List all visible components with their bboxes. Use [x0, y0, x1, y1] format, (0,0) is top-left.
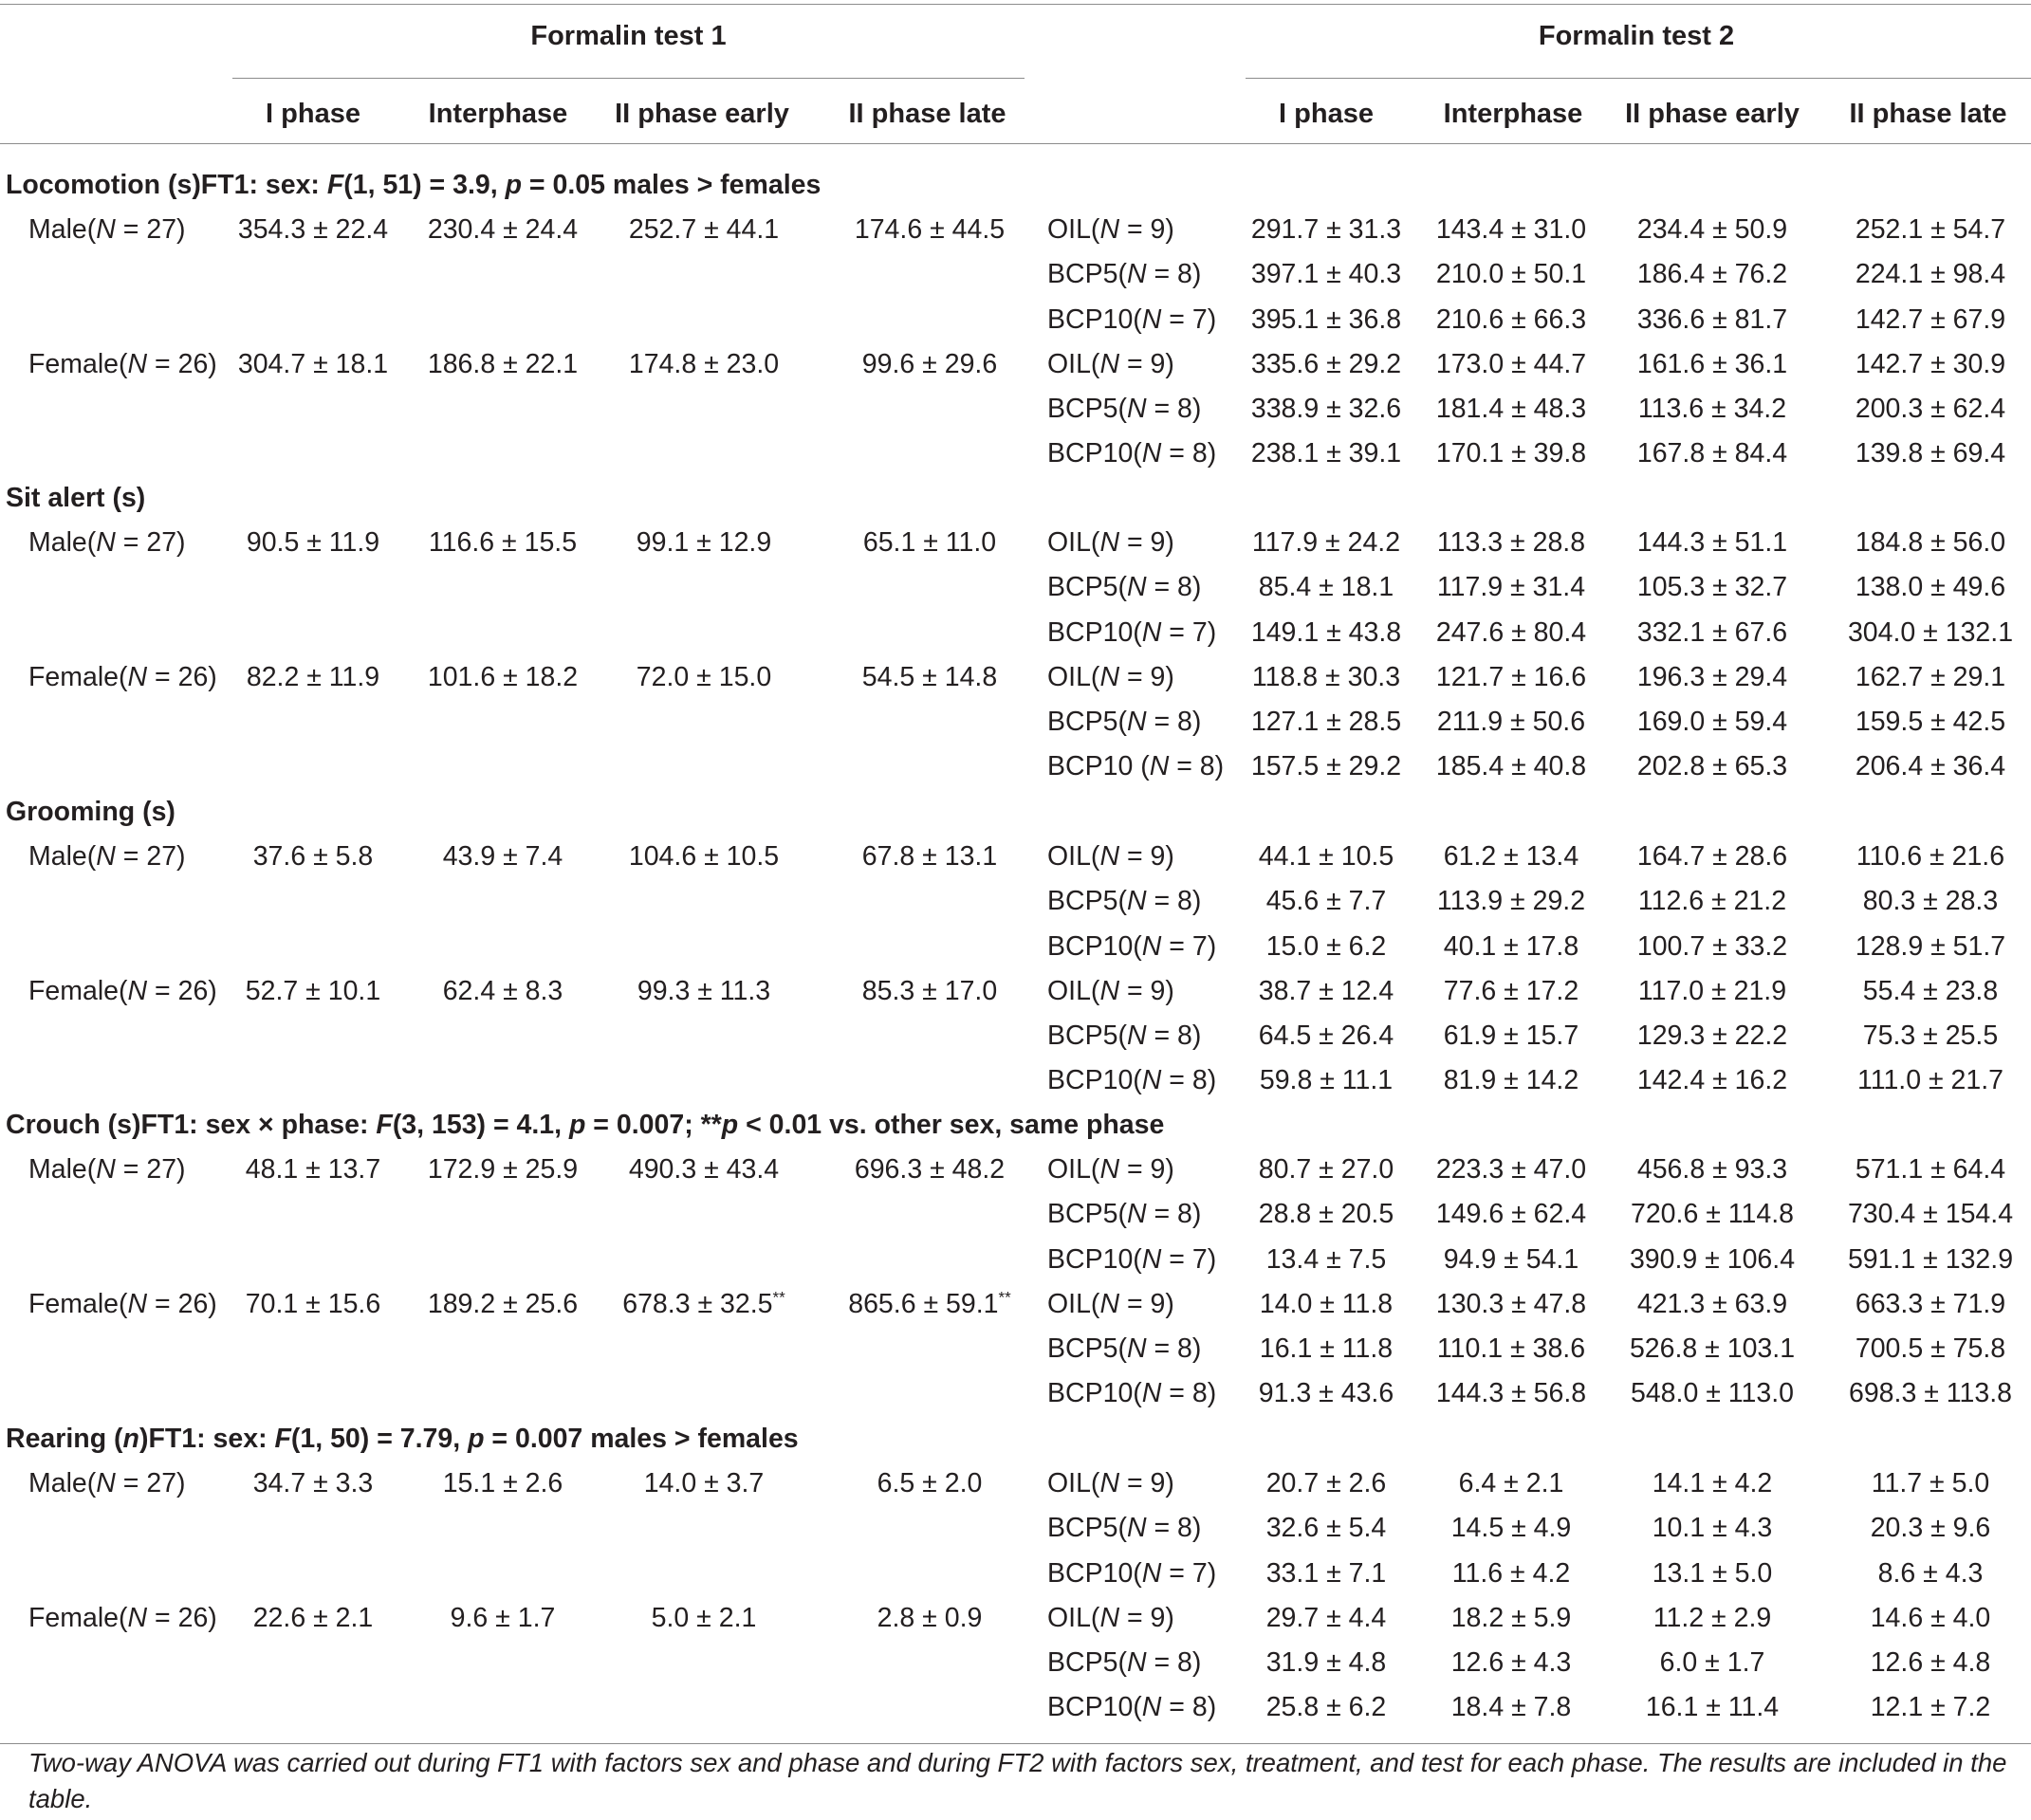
ft1-value-cell: 189.2 ± 25.6 [427, 1288, 579, 1319]
ft2-value-cell: 128.9 ± 51.7 [1855, 930, 2006, 962]
ft2-value-cell: 81.9 ± 14.2 [1443, 1065, 1579, 1096]
ft2-value-cell: 149.1 ± 43.8 [1250, 616, 1402, 648]
ft1-value-cell: 186.8 ± 22.1 [427, 348, 579, 379]
ft2-value-cell: 730.4 ± 154.4 [1847, 1199, 2014, 1230]
ft1-value-cell: 72.0 ± 15.0 [636, 661, 772, 692]
treatment-label: OIL(N = 9) [1047, 841, 1174, 873]
treatment-label: BCP5(N = 8) [1047, 1199, 1202, 1230]
ft2-value-cell: 12.6 ± 4.3 [1450, 1647, 1572, 1678]
sex-label: Male(N = 27) [28, 1154, 186, 1186]
ft2-value-cell: 25.8 ± 6.2 [1265, 1692, 1387, 1723]
ft1-value-cell: 14.0 ± 3.7 [643, 1468, 765, 1499]
treatment-label: BCP10(N = 7) [1047, 1557, 1217, 1589]
ft2-value-cell: 304.0 ± 132.1 [1847, 616, 2014, 648]
col-header-ft1-ii-late: II phase late [848, 99, 1006, 129]
treatment-label: BCP10(N = 7) [1047, 930, 1217, 962]
ft1-value-cell: 696.3 ± 48.2 [854, 1154, 1006, 1186]
ft2-value-cell: 548.0 ± 113.0 [1630, 1378, 1794, 1409]
ft2-value-cell: 8.6 ± 4.3 [1877, 1557, 1984, 1589]
sex-label: Female(N = 26) [28, 1288, 217, 1319]
ft2-value-cell: 13.4 ± 7.5 [1265, 1243, 1387, 1275]
ft2-value-cell: 38.7 ± 12.4 [1258, 975, 1394, 1006]
ft2-value-cell: 234.4 ± 50.9 [1636, 214, 1788, 246]
ft2-value-cell: 18.4 ± 7.8 [1450, 1692, 1572, 1723]
ft2-value-cell: 32.6 ± 5.4 [1265, 1513, 1387, 1544]
col-header-ft1-i-phase: I phase [266, 99, 360, 129]
section-title: Sit alert (s) [6, 483, 146, 513]
ft1-value-cell: 62.4 ± 8.3 [442, 975, 563, 1006]
treatment-label: BCP5(N = 8) [1047, 259, 1202, 290]
top-rule [0, 4, 2031, 5]
ft2-value-cell: 18.2 ± 5.9 [1450, 1602, 1572, 1633]
ft2-value-cell: 162.7 ± 29.1 [1855, 661, 2006, 692]
treatment-label: OIL(N = 9) [1047, 1602, 1174, 1633]
group-header-ft1: Formalin test 1 [530, 21, 727, 51]
section-title: Locomotion (s)FT1: sex: F(1, 51) = 3.9, p = 0.05 males > females [6, 170, 822, 200]
treatment-label: OIL(N = 9) [1047, 348, 1174, 379]
ft2-value-cell: 121.7 ± 16.6 [1435, 661, 1587, 692]
ft2-value-cell: 247.6 ± 80.4 [1435, 616, 1587, 648]
ft2-value-cell: 202.8 ± 65.3 [1636, 751, 1788, 782]
ft2-value-cell: 6.0 ± 1.7 [1659, 1647, 1765, 1678]
ft1-value-cell: 85.3 ± 17.0 [861, 975, 998, 1006]
ft2-value-cell: 45.6 ± 7.7 [1265, 886, 1387, 917]
ft2-value-cell: 14.0 ± 11.8 [1259, 1288, 1394, 1319]
ft2-value-cell: 181.4 ± 48.3 [1435, 394, 1587, 424]
treatment-label: BCP10(N = 7) [1047, 1243, 1217, 1275]
ft2-value-cell: 64.5 ± 26.4 [1258, 1020, 1394, 1051]
ft2-value-cell: 338.9 ± 32.6 [1250, 394, 1402, 424]
treatment-label: OIL(N = 9) [1047, 1468, 1174, 1499]
treatment-label: BCP5(N = 8) [1047, 1020, 1202, 1051]
ft2-value-cell: 94.9 ± 54.1 [1443, 1243, 1579, 1275]
ft2-value-cell: 252.1 ± 54.7 [1855, 214, 2006, 246]
ft2-value-cell: 29.7 ± 4.4 [1265, 1602, 1387, 1633]
ft1-value-cell: 82.2 ± 11.9 [246, 661, 380, 692]
ft1-value-cell: 65.1 ± 11.0 [862, 527, 997, 559]
ft2-value-cell: 184.8 ± 56.0 [1855, 527, 2006, 559]
ft1-value-cell: 52.7 ± 10.1 [245, 975, 381, 1006]
ft2-value-cell: 167.8 ± 84.4 [1636, 438, 1788, 469]
ft2-value-cell: 13.1 ± 5.0 [1652, 1557, 1773, 1589]
ft2-value-cell: 157.5 ± 29.2 [1250, 751, 1402, 782]
ft2-value-cell: 91.3 ± 43.6 [1258, 1378, 1394, 1409]
ft1-value-cell: 116.6 ± 15.5 [428, 527, 578, 559]
treatment-label: OIL(N = 9) [1047, 661, 1174, 692]
ft2-value-cell: 127.1 ± 28.5 [1250, 707, 1402, 737]
sex-label: Male(N = 27) [28, 841, 186, 873]
sex-label: Female(N = 26) [28, 661, 217, 692]
ft2-value-cell: 526.8 ± 103.1 [1629, 1333, 1796, 1364]
ft1-value-cell: 48.1 ± 13.7 [245, 1154, 381, 1186]
ft2-value-cell: 117.9 ± 31.4 [1436, 572, 1586, 603]
treatment-label: OIL(N = 9) [1047, 1154, 1174, 1186]
table-bottom-rule [0, 1743, 2031, 1744]
ft1-value-cell: 490.3 ± 43.4 [628, 1154, 780, 1186]
ft1-value-cell: 5.0 ± 2.1 [651, 1602, 757, 1633]
treatment-label: BCP5(N = 8) [1047, 1333, 1202, 1364]
ft2-value-cell: 144.3 ± 56.8 [1435, 1378, 1587, 1409]
ft2-value-cell: 663.3 ± 71.9 [1855, 1288, 2006, 1319]
ft2-value-cell: 138.0 ± 49.6 [1855, 572, 2006, 603]
ft1-header-rule [232, 78, 1025, 79]
ft1-value-cell: 174.8 ± 23.0 [628, 348, 780, 379]
ft2-value-cell: 75.3 ± 25.5 [1862, 1020, 1999, 1051]
ft2-value-cell: 170.1 ± 39.8 [1435, 438, 1587, 469]
ft2-value-cell: 336.6 ± 81.7 [1636, 303, 1788, 335]
col-header-ft2-i-phase: I phase [1279, 99, 1374, 129]
section-title: Crouch (s)FT1: sex × phase: F(3, 153) = 4.1, p = 0.007; **p < 0.01 vs. other sex, same phase [6, 1110, 1165, 1140]
sex-label: Female(N = 26) [28, 975, 217, 1006]
ft2-value-cell: 139.8 ± 69.4 [1855, 438, 2006, 469]
col-header-ft1-ii-early: II phase early [615, 99, 789, 129]
ft2-value-cell: 130.3 ± 47.8 [1435, 1288, 1587, 1319]
ft2-value-cell: 33.1 ± 7.1 [1265, 1557, 1387, 1589]
ft2-value-cell: 14.1 ± 4.2 [1652, 1468, 1773, 1499]
ft2-value-cell: 200.3 ± 62.4 [1855, 394, 2006, 424]
ft2-value-cell: 10.1 ± 4.3 [1652, 1513, 1773, 1544]
ft2-value-cell: 80.7 ± 27.0 [1258, 1154, 1394, 1186]
ft2-value-cell: 390.9 ± 106.4 [1629, 1243, 1796, 1275]
ft2-value-cell: 80.3 ± 28.3 [1862, 886, 1999, 917]
ft2-value-cell: 118.8 ± 30.3 [1251, 661, 1401, 692]
ft2-value-cell: 16.1 ± 11.4 [1645, 1692, 1780, 1723]
col-header-ft1-interphase: Interphase [428, 99, 568, 129]
treatment-label: OIL(N = 9) [1047, 1288, 1174, 1319]
ft2-value-cell: 85.4 ± 18.1 [1258, 572, 1394, 603]
table-footnote: Two-way ANOVA was carried out during FT1 with factors sex and phase and during FT2 with factors sex, treatment, and test for each phase. The results are included in the table. [28, 1748, 2007, 1813]
treatment-label: BCP10(N = 7) [1047, 303, 1217, 335]
ft2-value-cell: 117.9 ± 24.2 [1251, 527, 1401, 559]
ft2-value-cell: 210.0 ± 50.1 [1435, 259, 1587, 290]
ft2-value-cell: 421.3 ± 63.9 [1636, 1288, 1788, 1319]
ft2-value-cell: 161.6 ± 36.1 [1636, 348, 1788, 379]
ft2-value-cell: 129.3 ± 22.2 [1636, 1020, 1788, 1051]
ft2-value-cell: 720.6 ± 114.8 [1630, 1199, 1794, 1230]
ft2-value-cell: 20.3 ± 9.6 [1870, 1513, 1991, 1544]
ft1-value-cell: 54.5 ± 14.8 [861, 661, 998, 692]
ft2-value-cell: 186.4 ± 76.2 [1636, 259, 1788, 290]
ft2-value-cell: 196.3 ± 29.4 [1636, 661, 1788, 692]
ft2-value-cell: 211.9 ± 50.6 [1436, 707, 1586, 737]
ft2-value-cell: 397.1 ± 40.3 [1250, 259, 1402, 290]
ft2-value-cell: 110.1 ± 38.6 [1436, 1333, 1586, 1364]
ft1-value-cell: 37.6 ± 5.8 [252, 841, 374, 873]
ft1-value-cell: 43.9 ± 7.4 [442, 841, 563, 873]
ft2-value-cell: 31.9 ± 4.8 [1265, 1647, 1387, 1678]
ft2-value-cell: 11.6 ± 4.2 [1451, 1557, 1571, 1589]
ft2-value-cell: 210.6 ± 66.3 [1435, 303, 1587, 335]
sex-label: Male(N = 27) [28, 527, 186, 559]
sex-label: Female(N = 26) [28, 1602, 217, 1633]
treatment-label: OIL(N = 9) [1047, 975, 1174, 1006]
ft2-value-cell: 11.2 ± 2.9 [1652, 1602, 1772, 1633]
ft2-value-cell: 142.4 ± 16.2 [1636, 1065, 1788, 1096]
ft2-value-cell: 28.8 ± 20.5 [1258, 1199, 1394, 1230]
section-title: Rearing (n)FT1: sex: F(1, 50) = 7.79, p = 0.007 males > females [6, 1424, 799, 1454]
ft2-value-cell: 111.0 ± 21.7 [1856, 1065, 2004, 1096]
ft2-value-cell: 395.1 ± 36.8 [1250, 303, 1402, 335]
ft2-value-cell: 113.9 ± 29.2 [1436, 886, 1586, 917]
ft2-value-cell: 143.4 ± 31.0 [1435, 214, 1587, 246]
group-header-ft2: Formalin test 2 [1538, 21, 1735, 51]
ft2-header-rule [1246, 78, 2031, 79]
ft1-value-cell: 104.6 ± 10.5 [628, 841, 780, 873]
ft1-value-cell: 34.7 ± 3.3 [252, 1468, 374, 1499]
treatment-label: BCP10(N = 8) [1047, 1065, 1217, 1096]
treatment-label: BCP5(N = 8) [1047, 394, 1202, 424]
ft1-value-cell: 22.6 ± 2.1 [252, 1602, 374, 1633]
ft1-value-cell: 304.7 ± 18.1 [237, 348, 389, 379]
treatment-label: BCP10(N = 7) [1047, 616, 1217, 648]
ft2-value-cell: 332.1 ± 67.6 [1636, 616, 1788, 648]
ft2-value-cell: 169.0 ± 59.4 [1636, 707, 1788, 737]
ft2-value-cell: 100.7 ± 33.2 [1636, 930, 1788, 962]
ft1-value-cell: 70.1 ± 15.6 [245, 1288, 381, 1319]
ft2-value-cell: 223.3 ± 47.0 [1435, 1154, 1587, 1186]
ft2-value-cell: 14.6 ± 4.0 [1870, 1602, 1991, 1633]
ft2-value-cell: 142.7 ± 67.9 [1855, 303, 2006, 335]
ft2-value-cell: 59.8 ± 11.1 [1259, 1065, 1394, 1096]
sex-label: Female(N = 26) [28, 348, 217, 379]
section-title: Grooming (s) [6, 797, 175, 827]
ft2-value-cell: 105.3 ± 32.7 [1636, 572, 1788, 603]
treatment-label: BCP10(N = 8) [1047, 1378, 1217, 1409]
ft1-value-cell: 99.6 ± 29.6 [861, 348, 998, 379]
ft2-value-cell: 113.3 ± 28.8 [1436, 527, 1586, 559]
ft2-value-cell: 55.4 ± 23.8 [1862, 975, 1999, 1006]
ft2-value-cell: 6.4 ± 2.1 [1458, 1468, 1564, 1499]
ft2-value-cell: 61.2 ± 13.4 [1443, 841, 1579, 873]
ft1-value-cell: 99.1 ± 12.9 [636, 527, 772, 559]
ft2-value-cell: 291.7 ± 31.3 [1250, 214, 1402, 246]
ft1-value-cell: 174.6 ± 44.5 [854, 214, 1006, 246]
treatment-label: OIL(N = 9) [1047, 214, 1174, 246]
ft2-value-cell: 113.6 ± 34.2 [1637, 394, 1787, 424]
ft2-value-cell: 61.9 ± 15.7 [1443, 1020, 1579, 1051]
ft2-value-cell: 142.7 ± 30.9 [1855, 348, 2006, 379]
treatment-label: BCP10(N = 8) [1047, 438, 1217, 469]
ft2-value-cell: 185.4 ± 40.8 [1435, 751, 1587, 782]
ft2-value-cell: 40.1 ± 17.8 [1443, 930, 1579, 962]
ft1-value-cell: 15.1 ± 2.6 [442, 1468, 563, 1499]
treatment-label: BCP5(N = 8) [1047, 886, 1202, 917]
ft2-value-cell: 12.6 ± 4.8 [1870, 1647, 1991, 1678]
sex-label: Male(N = 27) [28, 214, 186, 246]
ft2-value-cell: 14.5 ± 4.9 [1450, 1513, 1572, 1544]
ft2-value-cell: 77.6 ± 17.2 [1443, 975, 1579, 1006]
ft1-value-cell: 101.6 ± 18.2 [427, 661, 579, 692]
col-header-ft2-ii-late: II phase late [1849, 99, 2007, 129]
ft2-value-cell: 698.3 ± 113.8 [1848, 1378, 2012, 1409]
ft2-value-cell: 164.7 ± 28.6 [1636, 841, 1788, 873]
ft1-value-cell: 252.7 ± 44.1 [628, 214, 780, 246]
ft2-value-cell: 571.1 ± 64.4 [1855, 1154, 2006, 1186]
ft2-value-cell: 117.0 ± 21.9 [1637, 975, 1787, 1006]
ft1-value-cell: 354.3 ± 22.4 [237, 214, 389, 246]
ft1-value-cell: 230.4 ± 24.4 [427, 214, 579, 246]
ft2-value-cell: 149.6 ± 62.4 [1435, 1199, 1587, 1230]
treatment-label: BCP5(N = 8) [1047, 572, 1202, 603]
ft1-value-cell: 9.6 ± 1.7 [450, 1602, 556, 1633]
ft2-value-cell: 11.7 ± 5.0 [1871, 1468, 1990, 1499]
ft2-value-cell: 335.6 ± 29.2 [1250, 348, 1402, 379]
ft2-value-cell: 456.8 ± 93.3 [1636, 1154, 1788, 1186]
ft1-value-cell: 2.8 ± 0.9 [877, 1602, 983, 1633]
treatment-label: BCP5(N = 8) [1047, 707, 1202, 737]
ft1-value-cell: 99.3 ± 11.3 [637, 975, 771, 1006]
treatment-label: BCP10(N = 8) [1047, 1692, 1217, 1723]
ft2-value-cell: 173.0 ± 44.7 [1435, 348, 1587, 379]
ft2-value-cell: 144.3 ± 51.1 [1636, 527, 1788, 559]
ft2-value-cell: 12.1 ± 7.2 [1870, 1692, 1991, 1723]
ft2-value-cell: 238.1 ± 39.1 [1250, 438, 1402, 469]
treatment-label: OIL(N = 9) [1047, 527, 1174, 559]
ft2-value-cell: 159.5 ± 42.5 [1855, 707, 2006, 737]
sex-label: Male(N = 27) [28, 1468, 186, 1499]
header-bottom-rule [0, 143, 2031, 144]
ft2-value-cell: 44.1 ± 10.5 [1258, 841, 1394, 873]
ft1-value-cell: 6.5 ± 2.0 [877, 1468, 983, 1499]
ft1-value-cell: 90.5 ± 11.9 [246, 527, 380, 559]
treatment-label: BCP10 (N = 8) [1047, 751, 1225, 782]
ft2-value-cell: 112.6 ± 21.2 [1637, 886, 1787, 917]
ft1-value-cell: 67.8 ± 13.1 [861, 841, 998, 873]
ft2-value-cell: 20.7 ± 2.6 [1265, 1468, 1387, 1499]
ft2-value-cell: 15.0 ± 6.2 [1265, 930, 1387, 962]
col-header-ft2-interphase: Interphase [1443, 99, 1583, 129]
col-header-ft2-ii-early: II phase early [1625, 99, 1800, 129]
ft2-value-cell: 700.5 ± 75.8 [1855, 1333, 2006, 1364]
treatment-label: BCP5(N = 8) [1047, 1513, 1202, 1544]
ft2-value-cell: 224.1 ± 98.4 [1855, 259, 2006, 290]
ft1-value-cell: 865.6 ± 59.1** [848, 1288, 1011, 1319]
ft1-value-cell: 172.9 ± 25.9 [427, 1154, 579, 1186]
ft2-value-cell: 206.4 ± 36.4 [1855, 751, 2006, 782]
ft2-value-cell: 591.1 ± 132.9 [1847, 1243, 2014, 1275]
ft2-value-cell: 110.6 ± 21.6 [1856, 841, 2005, 873]
ft1-value-cell: 678.3 ± 32.5** [622, 1288, 785, 1319]
ft2-value-cell: 16.1 ± 11.8 [1259, 1333, 1394, 1364]
treatment-label: BCP5(N = 8) [1047, 1647, 1202, 1678]
